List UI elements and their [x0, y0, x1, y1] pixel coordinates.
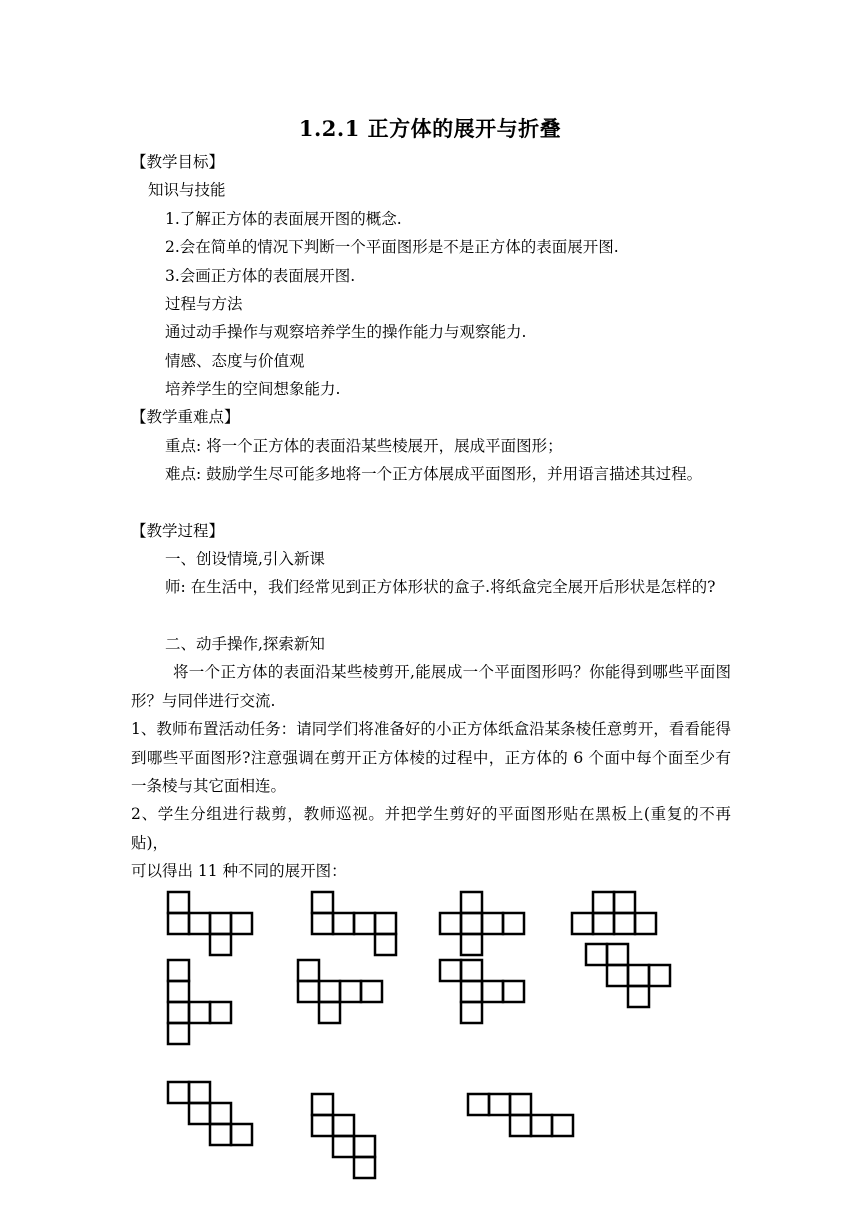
net-square: [210, 1002, 231, 1023]
net-square: [168, 892, 189, 913]
net-square: [210, 934, 231, 955]
goal-1: 1.了解正方体的表面展开图的概念.: [165, 210, 402, 228]
net-square: [312, 1115, 333, 1136]
net-square: [319, 981, 340, 1002]
net-square: [354, 1157, 375, 1178]
net-square: [586, 944, 607, 965]
net-square: [635, 913, 656, 934]
net-square: [189, 913, 210, 934]
net-square: [168, 1023, 189, 1044]
difficult-point: 难点: 鼓励学生尽可能多地将一个正方体展成平面图形，并用语言描述其过程。: [165, 465, 703, 483]
cube-net-9: [168, 1082, 252, 1145]
step-2-text: 将一个正方体的表面沿某些棱剪开,能展成一个平面图形吗？你能得到哪些平面图形？与同伴进行交流.: [131, 663, 731, 710]
net-square: [312, 892, 333, 913]
goal-2: 2.会在简单的情况下判断一个平面图形是不是正方体的表面展开图.: [165, 238, 619, 256]
net-square: [312, 913, 333, 934]
net-square: [319, 1002, 340, 1023]
emotion-header: 情感、态度与价值观: [165, 352, 305, 370]
cube-net-2: [312, 892, 396, 955]
cube-net-7: [440, 960, 524, 1023]
cube-net-10: [312, 1094, 375, 1178]
cube-net-5: [168, 960, 231, 1044]
process-section-header: 【教学过程】: [131, 522, 225, 540]
goals-header: 【教学目标】: [131, 153, 225, 171]
step-1-header: 一、创设情境,引入新课: [165, 550, 325, 568]
net-square: [649, 965, 670, 986]
net-square: [168, 1002, 189, 1023]
net-square: [210, 1103, 231, 1124]
net-square: [461, 913, 482, 934]
cube-net-6: [298, 960, 382, 1023]
step-2-header: 二、动手操作,探索新知: [165, 635, 325, 653]
net-square: [333, 913, 354, 934]
page-title: 1.2.1 正方体的展开与折叠: [298, 116, 562, 141]
net-square: [168, 960, 189, 981]
net-square: [510, 1094, 531, 1115]
net-square: [210, 913, 231, 934]
activity-1: 1、教师布置活动任务：请同学们将准备好的小正方体纸盒沿某条棱任意剪开，看看能得到哪些平面图形?注意强调在剪开正方体棱的过程中，正方体的 6 个面中每个面至少有一条棱与其它面相连。: [131, 720, 731, 795]
cube-net-3: [440, 892, 524, 955]
net-square: [510, 1115, 531, 1136]
net-square: [461, 934, 482, 955]
process-text: 通过动手操作与观察培养学生的操作能力与观察能力.: [165, 323, 527, 341]
net-square: [340, 981, 361, 1002]
net-square: [210, 1124, 231, 1145]
net-square: [552, 1115, 573, 1136]
step-1-text: 师: 在生活中，我们经常见到正方体形状的盒子.将纸盒完全展开后形状是怎样的?: [165, 578, 716, 596]
net-square: [189, 1103, 210, 1124]
cube-net-8: [586, 944, 670, 1007]
net-square: [628, 965, 649, 986]
net-square: [375, 934, 396, 955]
net-square: [189, 1002, 210, 1023]
net-square: [312, 1094, 333, 1115]
activity-2: 2、学生分组进行裁剪，教师巡视。并把学生剪好的平面图形贴在黑板上(重复的不再贴)，: [131, 805, 731, 852]
net-square: [593, 892, 614, 913]
process-header: 过程与方法: [165, 295, 243, 313]
net-square: [531, 1115, 552, 1136]
net-square: [607, 965, 628, 986]
net-square: [440, 960, 461, 981]
net-square: [231, 913, 252, 934]
net-square: [375, 913, 396, 934]
net-square: [614, 913, 635, 934]
net-square: [298, 981, 319, 1002]
net-square: [440, 913, 461, 934]
net-square: [628, 986, 649, 1007]
net-square: [461, 1002, 482, 1023]
net-square: [333, 1115, 354, 1136]
net-square: [298, 960, 319, 981]
net-square: [189, 1082, 210, 1103]
net-square: [168, 913, 189, 934]
net-square: [461, 981, 482, 1002]
net-square: [468, 1094, 489, 1115]
cube-net-1: [168, 892, 252, 955]
net-square: [607, 944, 628, 965]
key-point: 重点: 将一个正方体的表面沿某些棱展开，展成平面图形；: [165, 437, 563, 455]
net-square: [489, 1094, 510, 1115]
net-square: [503, 913, 524, 934]
keypoints-header: 【教学重难点】: [131, 408, 240, 426]
net-square: [354, 1136, 375, 1157]
goal-3: 3.会画正方体的表面展开图.: [165, 267, 356, 285]
net-square: [503, 981, 524, 1002]
net-square: [354, 913, 375, 934]
net-square: [333, 1136, 354, 1157]
net-square: [168, 981, 189, 1002]
net-square: [482, 913, 503, 934]
net-square: [361, 981, 382, 1002]
net-square: [482, 981, 503, 1002]
net-square: [461, 960, 482, 981]
net-square: [614, 892, 635, 913]
net-square: [593, 913, 614, 934]
cube-net-4: [572, 892, 656, 934]
knowledge-header: 知识与技能: [148, 181, 226, 199]
net-square: [231, 1124, 252, 1145]
net-square: [168, 1082, 189, 1103]
net-square: [572, 913, 593, 934]
cube-net-11: [468, 1094, 573, 1136]
result-text: 可以得出 11 种不同的展开图：: [131, 862, 347, 880]
emotion-text: 培养学生的空间想象能力.: [165, 380, 341, 398]
net-square: [461, 892, 482, 913]
